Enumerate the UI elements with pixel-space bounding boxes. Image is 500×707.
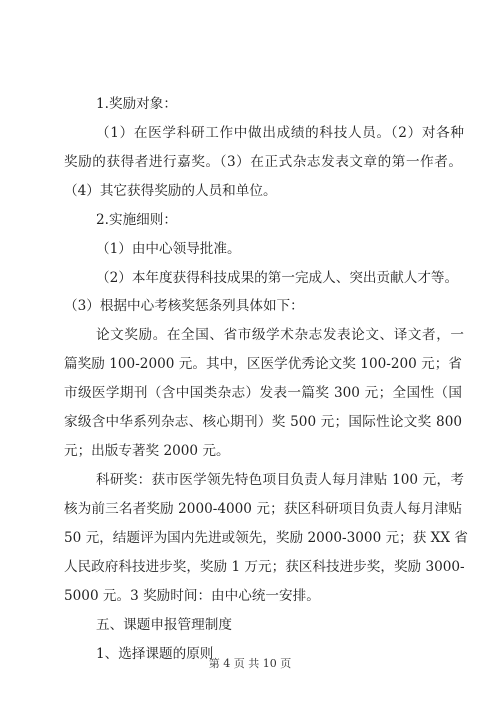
subsection-heading: 1、选择课题的原则 (96, 646, 214, 662)
line-3: 奖励的获得者进行嘉奖。（3）在正式杂志发表文章的第一作者。 (64, 154, 462, 170)
line-17: 人民政府科技进步奖，奖励 1 万元；获区科技进步奖，奖励 3000- (64, 559, 465, 575)
line-10: 篇奖励 100-2000 元。其中，区医学优秀论文奖 100-200 元；省 (64, 356, 462, 372)
line-18: 5000 元。3 奖励时间：由中心统一安排。 (64, 588, 320, 604)
line-4: （4）其它获得奖励的人员和单位。 (64, 183, 277, 199)
page-footer: 第 4 页 共 10 页 (208, 657, 292, 670)
section-heading: 五、课题申报管理制度 (96, 617, 232, 633)
line-16: 50 元，结题评为国内先进或领先，奖励 2000-3000 元；获 XX 省 (64, 530, 468, 546)
line-5: 2.实施细则： (96, 212, 177, 228)
line-13: 元；出版专著奖 2000 元。 (64, 443, 230, 459)
line-1: 1.奖励对象： (96, 96, 177, 112)
line-8: （3）根据中心考核奖惩条列具体如下： (64, 298, 304, 314)
line-11: 市级医学期刊（含中国类杂志）发表一篇奖 300 元；全国性（国 (64, 385, 462, 401)
line-9: 论文奖励。在全国、省市级学术杂志发表论文、译文者，一 (96, 327, 464, 343)
line-2: （1）在医学科研工作中做出成绩的科技人员。（2）对各种 (96, 125, 464, 141)
line-15: 核为前三名者奖励 2000-4000 元；获区科研项目负责人每月津贴 (64, 501, 462, 517)
line-14: 科研奖：获市医学领先特色项目负责人每月津贴 100 元，考 (96, 472, 464, 488)
line-12: 家级含中华系列杂志、核心期刊）奖 500 元；国际性论文奖 800 (64, 414, 462, 430)
line-6: （1）由中心领导批准。 (96, 241, 241, 257)
line-7: （2）本年度获得科技成果的第一完成人、突出贡献人才等。 (96, 270, 459, 286)
